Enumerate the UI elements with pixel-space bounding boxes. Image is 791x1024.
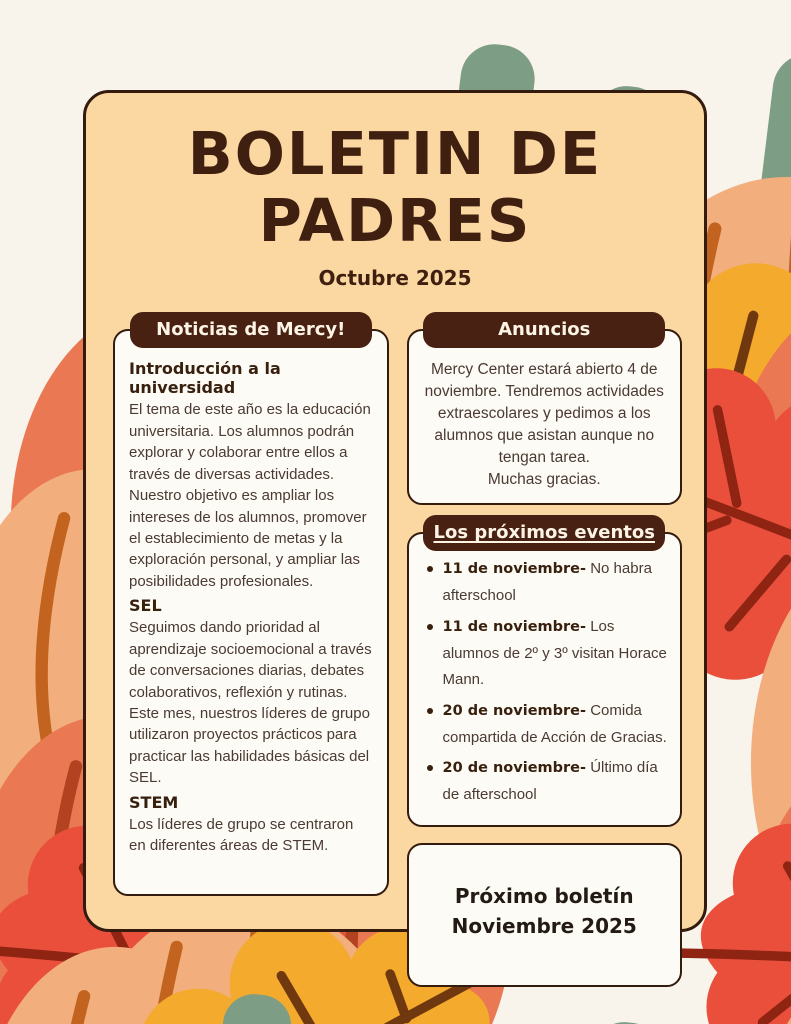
event-text bbox=[443, 755, 669, 808]
event-list-item bbox=[425, 698, 669, 751]
next-newsletter-line1: Próximo boletín bbox=[454, 883, 634, 908]
news-section-heading: Introducción a la universidad bbox=[129, 359, 281, 398]
announcements-body: Mercy Center estará abierto 4 de noviembre. Tendremos actividades extraescolares y pedimos a los alumnos que asistan aunque no tengan tarea. bbox=[424, 361, 664, 467]
news-section-body: Los líderes de grupo se centraron en diferentes áreas de STEM. bbox=[129, 815, 354, 855]
announcements-card bbox=[407, 329, 683, 505]
page-title bbox=[86, 121, 704, 254]
bullet-icon bbox=[427, 624, 433, 630]
bullet-icon bbox=[427, 708, 433, 714]
event-date: 20 de noviembre- bbox=[442, 702, 587, 719]
newsletter-sheet bbox=[83, 90, 707, 938]
announcements-header-badge: Anuncios bbox=[423, 312, 665, 348]
event-list-item bbox=[425, 556, 669, 609]
spacer bbox=[407, 505, 683, 515]
event-date: 11 de noviembre- bbox=[442, 618, 587, 635]
page-subtitle: Octubre 2025 bbox=[318, 266, 472, 291]
news-section-body: El tema de este año es la educación universitaria. Los alumnos podrán explorar y colaborar entre ellos a través de diversas actividades. Nuestro objetivo es ampliar los intereses de los alumnos, promover el establecimiento de metas y la exploración personal, y ampliar las posibilidades profesionales. bbox=[129, 401, 371, 590]
page-title-line1: BOLETIN DE bbox=[187, 119, 603, 188]
event-desc: Los alumnos de 2º y 3º visitan Horace Mann. bbox=[442, 617, 667, 689]
event-text bbox=[443, 614, 669, 694]
news-section-heading: STEM bbox=[129, 792, 179, 812]
event-desc: Comida compartida de Acción de Gracias. bbox=[442, 701, 667, 746]
bullet-icon bbox=[427, 566, 433, 572]
event-text bbox=[443, 556, 669, 609]
news-section-heading: SEL bbox=[129, 596, 162, 616]
next-newsletter-card bbox=[407, 843, 683, 987]
events-card bbox=[407, 532, 683, 827]
announcements-closing: Muchas gracias. bbox=[487, 471, 601, 489]
event-list-item bbox=[425, 755, 669, 808]
event-date: 11 de noviembre- bbox=[442, 561, 587, 578]
event-list-item bbox=[425, 614, 669, 694]
news-section-body: Seguimos dando prioridad al aprendizaje socioemocional a través de conversaciones diarias, debates colaborativos, reflexión y rutinas. Este mes, nuestros líderes de grupo utilizaron proyectos prácticos para practicar las habilidades básicas del SEL. bbox=[129, 619, 372, 787]
event-date: 20 de noviembre- bbox=[442, 760, 587, 777]
right-column bbox=[407, 312, 683, 987]
event-desc: Último día de afterschool bbox=[442, 759, 658, 804]
next-newsletter-line2: Noviembre 2025 bbox=[451, 913, 637, 938]
events-header-badge: Los próximos eventos bbox=[423, 515, 665, 551]
content-columns bbox=[86, 312, 704, 987]
news-header-badge: Noticias de Mercy! bbox=[130, 312, 372, 348]
news-card bbox=[113, 329, 389, 896]
event-text bbox=[443, 698, 669, 751]
bullet-icon bbox=[427, 765, 433, 771]
event-desc: No habra afterschool bbox=[442, 560, 652, 605]
spacer bbox=[407, 827, 683, 843]
page-title-line2: PADRES bbox=[258, 185, 532, 255]
news-column bbox=[113, 312, 389, 896]
